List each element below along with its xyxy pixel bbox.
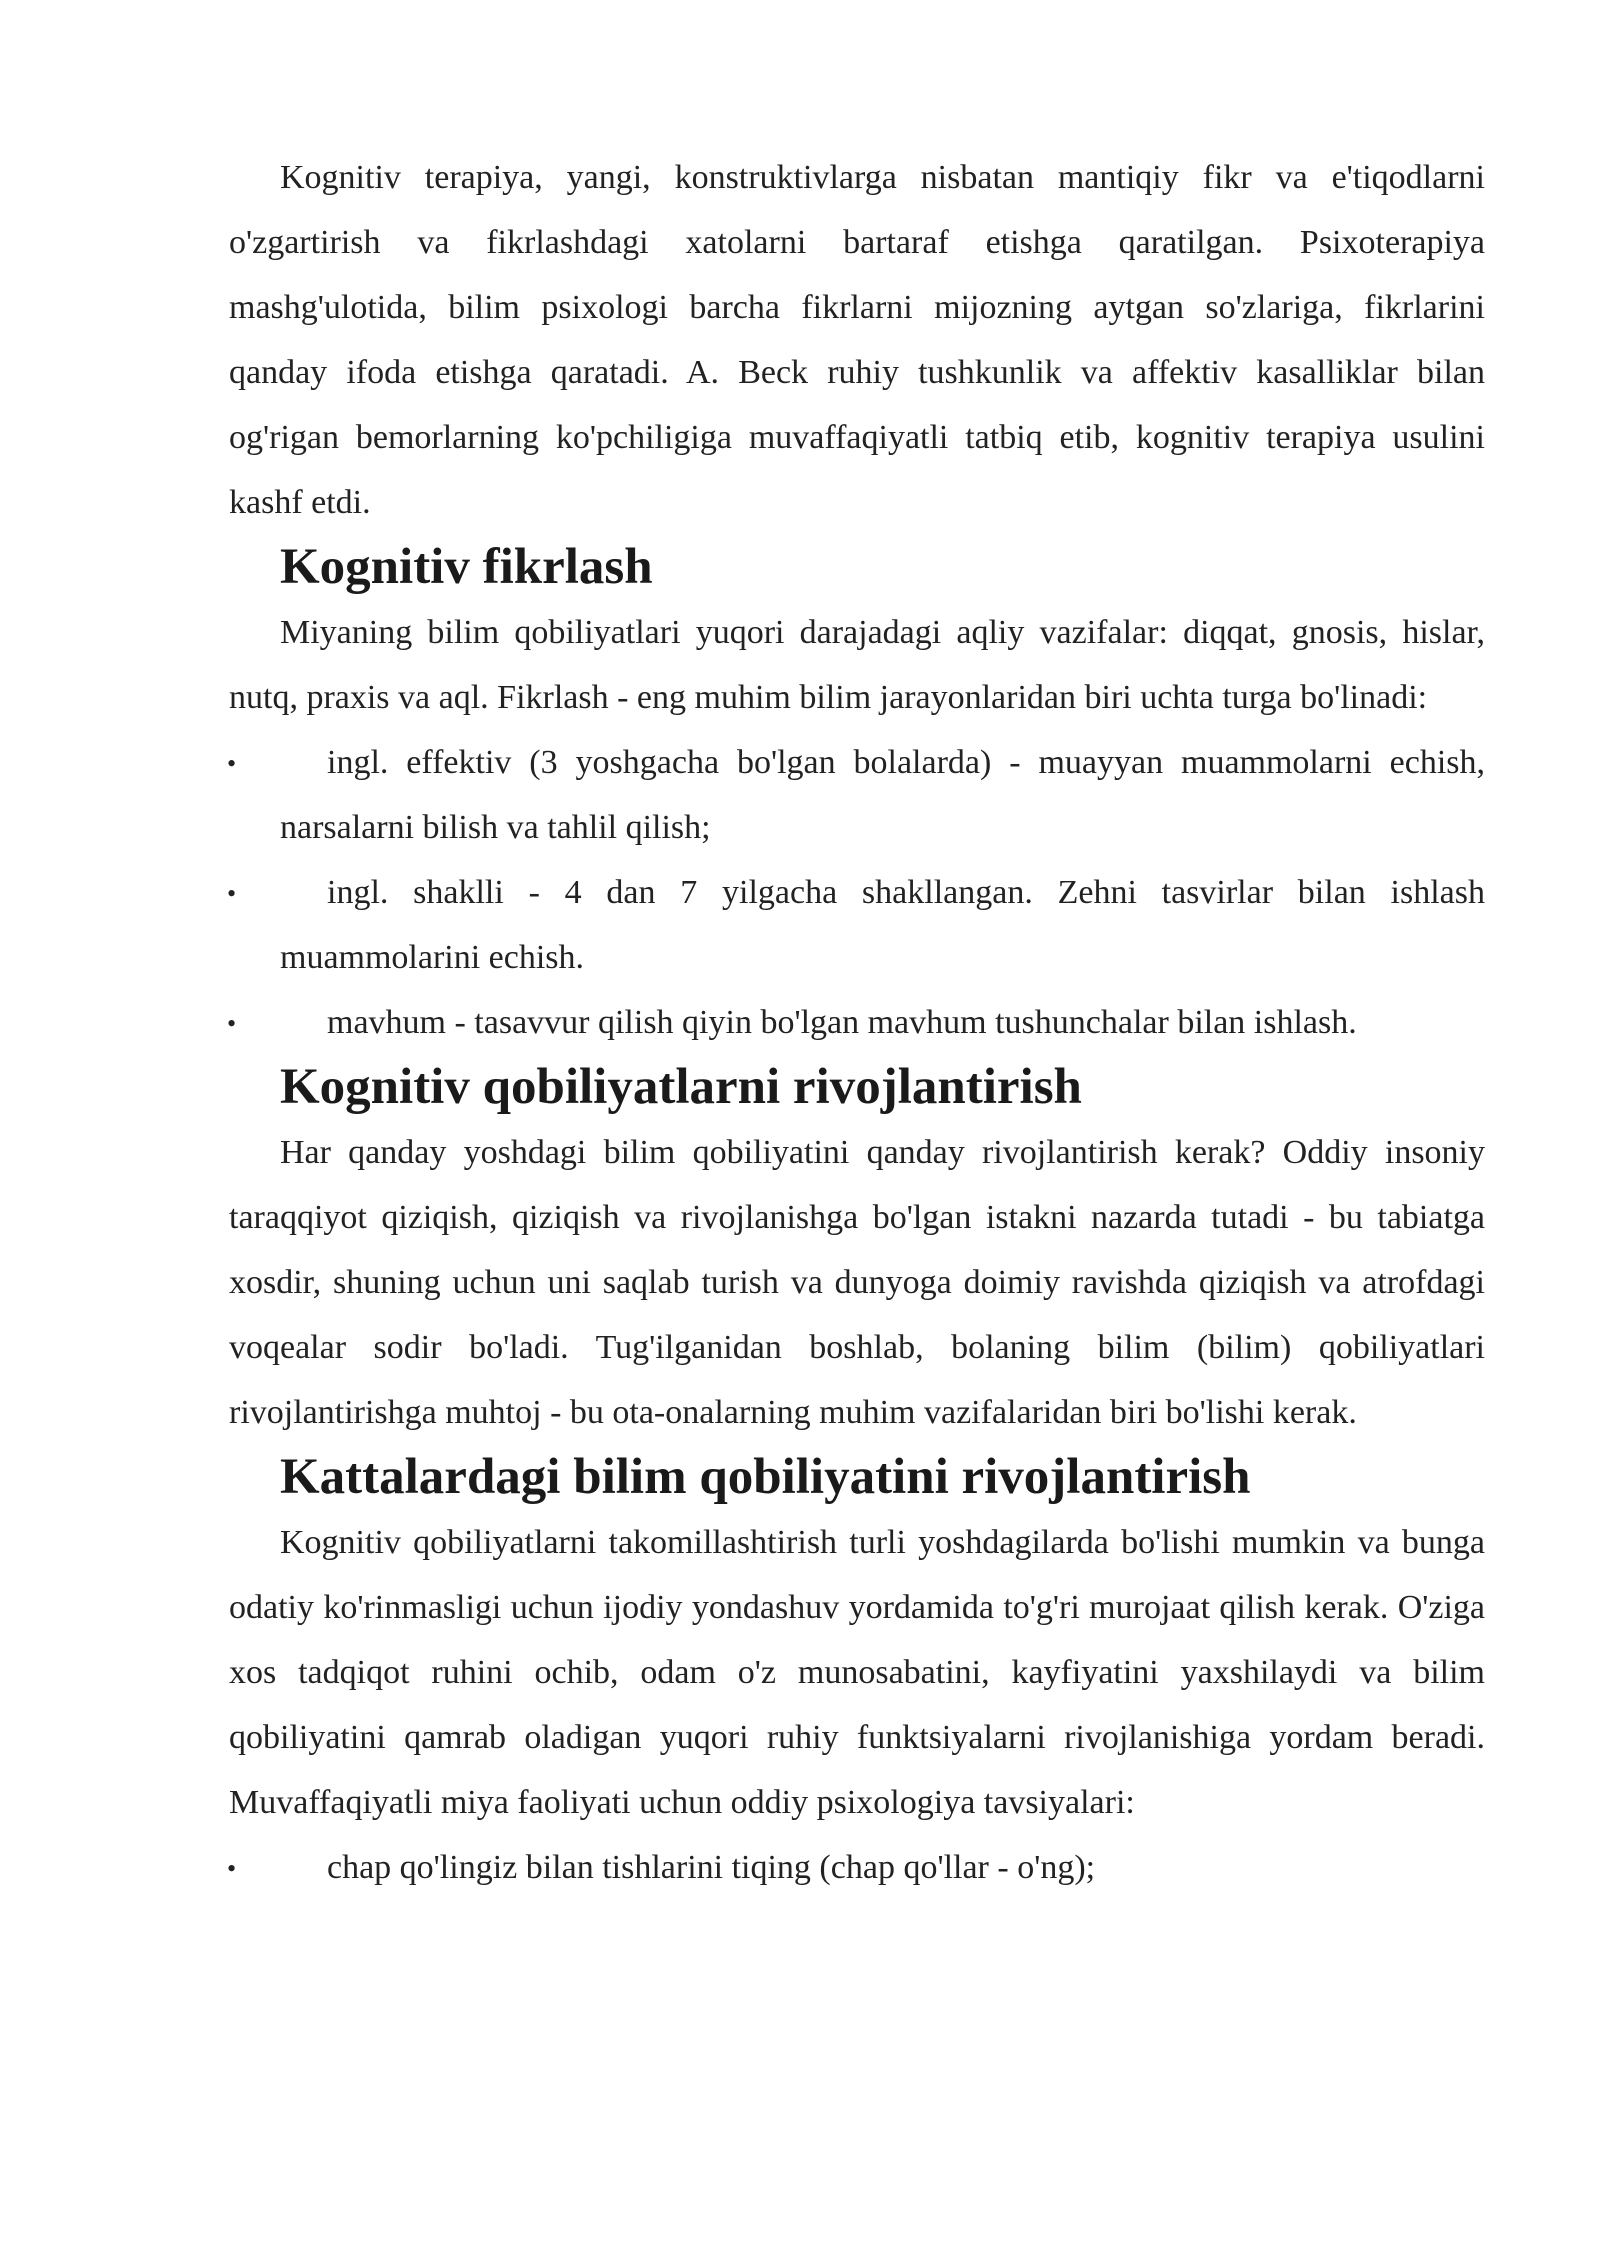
- list-item-text: ingl. effektiv (3 yoshgacha bo'lgan bolalarda) - muayyan muammolarni echish, narsalarni bilish va tahlil qilish;: [280, 744, 1485, 846]
- bullet-icon: •: [227, 749, 237, 778]
- paragraph-development-at-any-age: Har qanday yoshdagi bilim qobiliyatini qanday rivojlantirish kerak? Oddiy insoniy taraqqiyot qiziqish, qiziqish va rivojlanishga bo'lgan istakni nazarda tutadi - bu tabiatga xosdir, shuning uchun uni saqlab turish va dunyoga doimiy ravishda qiziqish va atrofdagi voqealar sodir bo'ladi. Tug'ilganidan boshlab, bolaning bilim (bilim) qobiliyatlari rivojlantirishga muhtoj - bu ota-onalarning muhim vazifalaridan biri bo'lishi kerak.: [229, 1134, 1485, 1431]
- heading-developing-abilities: Kognitiv qobiliyatlarni rivojlantirish: [280, 1059, 1082, 1115]
- heading-adult-abilities: Kattalardagi bilim qobiliyatini rivojlantirish: [280, 1449, 1251, 1505]
- paragraph-brain-abilities: Miyaning bilim qobiliyatlari yuqori darajadagi aqliy vazifalar: diqqat, gnosis, hislar, nutq, praxis va aql. Fikrlash - eng muhim bilim jarayonlaridan biri uchta turga bo'linadi:: [229, 614, 1485, 716]
- list-item: [229, 990, 1485, 1055]
- paragraph-cognitive-therapy: Kognitiv terapiya, yangi, konstruktivlarga nisbatan mantiqiy fikr va e'tiqodlarni o'zgartirish va fikrlashdagi xatolarni bartaraf etishga qaratilgan. Psixoterapiya mashg'ulotida, bilim psixologi barcha fikrlarni mijozning aytgan so'zlariga, fikrlarini qanday ifoda etishga qaratadi. A. Beck ruhiy tushkunlik va affektiv kasalliklar bilan og'rigan bemorlarning ko'pchiligiga muvaffaqiyatli tatbiq etib, kognitiv terapiya usulini kashf etdi.: [229, 159, 1485, 521]
- bullet-icon: •: [227, 879, 237, 908]
- list-item-text: chap qo'lingiz bilan tishlarini tiqing (chap qo'llar - o'ng);: [327, 1849, 1096, 1886]
- list-item: [229, 860, 1485, 990]
- bullet-icon: •: [227, 1009, 237, 1038]
- heading-cognitive-thinking: Kognitiv fikrlash: [280, 539, 653, 595]
- thinking-types-list: [229, 730, 1485, 1055]
- list-item-text: mavhum - tasavvur qilish qiyin bo'lgan mavhum tushunchalar bilan ishlash.: [327, 1004, 1357, 1041]
- recommendations-list: [229, 1835, 1485, 1900]
- list-item: [229, 730, 1485, 860]
- document-body: [229, 145, 1485, 1900]
- list-item-text: ingl. shaklli - 4 dan 7 yilgacha shakllangan. Zehni tasvirlar bilan ishlash muammolarini echish.: [280, 874, 1485, 976]
- paragraph-improving-abilities: Kognitiv qobiliyatlarni takomillashtirish turli yoshdagilarda bo'lishi mumkin va bunga odatiy ko'rinmasligi uchun ijodiy yondashuv yordamida to'g'ri murojaat qilish kerak. O'ziga xos tadqiqot ruhini ochib, odam o'z munosabatini, kayfiyatini yaxshilaydi va bilim qobiliyatini qamrab oladigan yuqori ruhiy funktsiyalarni rivojlanishiga yordam beradi. Muvaffaqiyatli miya faoliyati uchun oddiy psixologiya tavsiyalari:: [229, 1524, 1485, 1821]
- list-item: [229, 1835, 1485, 1900]
- bullet-icon: •: [227, 1854, 237, 1883]
